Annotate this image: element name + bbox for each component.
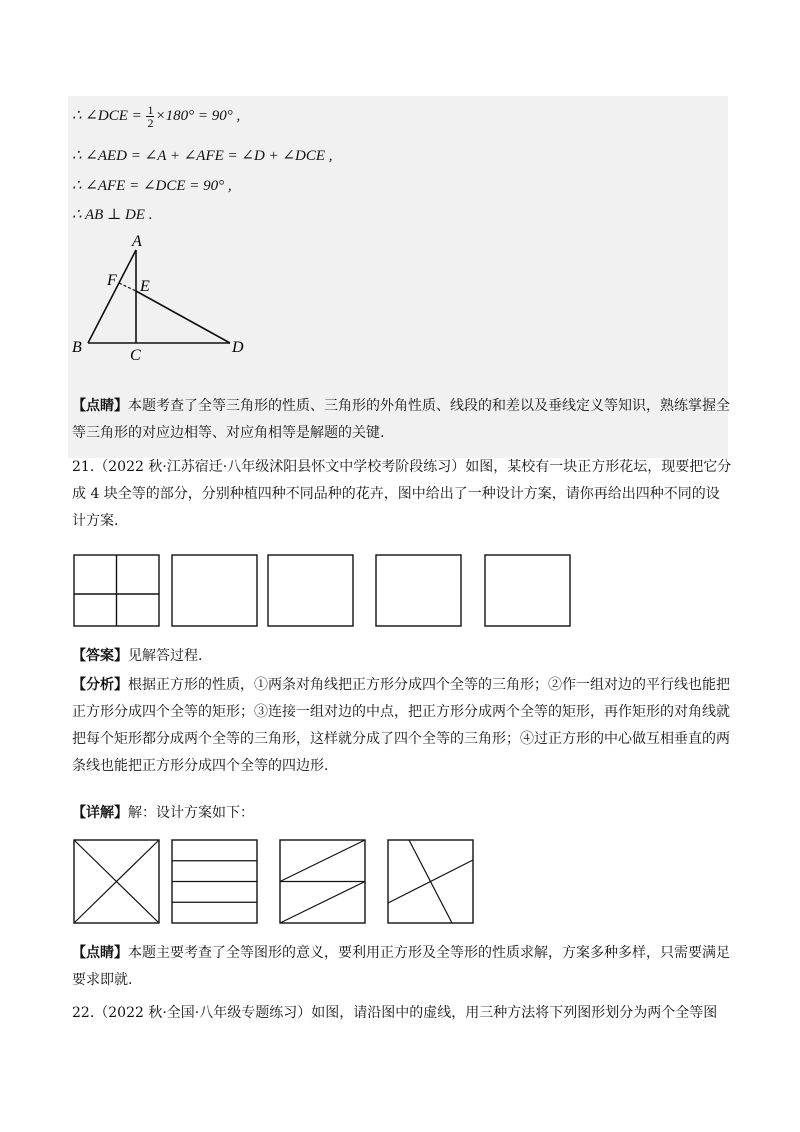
label-C: C xyxy=(130,347,141,364)
question-22-source: （2022 秋·全国·八年级专题练习） xyxy=(94,1005,312,1021)
question-21 xyxy=(72,454,732,535)
comment-2-text: 本题主要考查了全等图形的意义，要利用正方形及全等形的性质求解，方案多种多样，只需要满足要求即就. xyxy=(72,945,730,988)
square-blank-2 xyxy=(268,555,353,626)
question-squares xyxy=(70,553,580,629)
proof-line-1-suffix: ×180° = 90° , xyxy=(155,107,241,124)
solution-midline-triangles xyxy=(280,840,365,923)
solution-parallel-strips xyxy=(172,840,257,923)
detail-tag: 【详解】 xyxy=(72,805,128,821)
square-blank-4 xyxy=(485,555,570,626)
question-21-source: （2022 秋·江苏宿迁·八年级沭阳县怀文中学校考阶段练习） xyxy=(94,459,466,475)
proof-line-4: ∴ AB ⊥ DE . xyxy=(72,207,153,223)
label-E: E xyxy=(140,278,150,295)
square-blank-1 xyxy=(172,555,257,626)
segment-FE-dashed xyxy=(119,283,136,291)
label-B: B xyxy=(72,339,82,356)
solution-perpendicular-lines xyxy=(388,840,473,923)
analysis xyxy=(72,672,732,780)
question-22-text: 如图，请沿图中的虚线，用三种方法将下列图形划分为两个全等图 xyxy=(311,1005,718,1021)
segment-AB xyxy=(88,250,136,343)
comment-2 xyxy=(72,940,732,994)
question-22-number: 22. xyxy=(72,1005,95,1021)
analysis-tag: 【分析】 xyxy=(72,677,128,693)
analysis-text: 根据正方形的性质，①两条对角线把正方形分成四个全等的三角形；②作一组对边的平行线也能把正方形分成四个全等的矩形；③连接一组对边的中点，把正方形分成两个全等的矩形，再作矩形的对角线就把每个矩形都分成两个全等的三角形，这样就分成了四个全等的三角形；④过正方形的中心做互相垂直的两条线也能把正方形分成四个全等的四边形. xyxy=(72,677,730,774)
proof-line-3: ∴ ∠AFE = ∠DCE = 90° , xyxy=(72,178,232,194)
comment-1-tag: 【点睛】 xyxy=(72,398,128,414)
label-D: D xyxy=(232,339,244,356)
question-21-text: 如图，某校有一块正方形花坛，现要把它分成 4 块全等的部分，分别种植四种不同品种的花卉，图中给出了一种设计方案，请你再给出四种不同的设计方案. xyxy=(72,459,732,529)
answer-text: 见解答过程. xyxy=(128,648,203,664)
answer-tag: 【答案】 xyxy=(72,648,128,664)
square-example xyxy=(74,555,159,626)
solution-diagonals xyxy=(74,840,159,923)
label-A: A xyxy=(132,233,142,250)
answer xyxy=(72,643,732,670)
question-21-number: 21. xyxy=(72,459,95,475)
fraction-denominator: 2 xyxy=(147,116,154,130)
proof-line-2: ∴ ∠AED = ∠A + ∠AFE = ∠D + ∠DCE , xyxy=(72,148,333,164)
detail-text: 解：设计方案如下： xyxy=(128,805,254,821)
proof-line-1-prefix: ∴ ∠DCE = xyxy=(72,107,146,124)
label-F: F xyxy=(107,272,117,289)
fraction-numerator: 1 xyxy=(147,103,154,117)
fraction-half xyxy=(146,104,154,129)
comment-2-tag: 【点睛】 xyxy=(72,945,128,961)
detail xyxy=(72,800,732,827)
solution-squares xyxy=(70,838,480,926)
square-blank-3 xyxy=(376,555,461,626)
comment-1-text: 本题考查了全等三角形的性质、三角形的外角性质、线段的和差以及垂线定义等知识，熟练掌握全等三角形的对应边相等、对应角相等是解题的关键. xyxy=(72,398,730,441)
triangle-figure xyxy=(66,230,266,366)
question-22 xyxy=(72,1000,732,1027)
comment-1 xyxy=(72,393,732,447)
segment-ED xyxy=(136,291,230,343)
proof-line-1 xyxy=(72,104,240,129)
